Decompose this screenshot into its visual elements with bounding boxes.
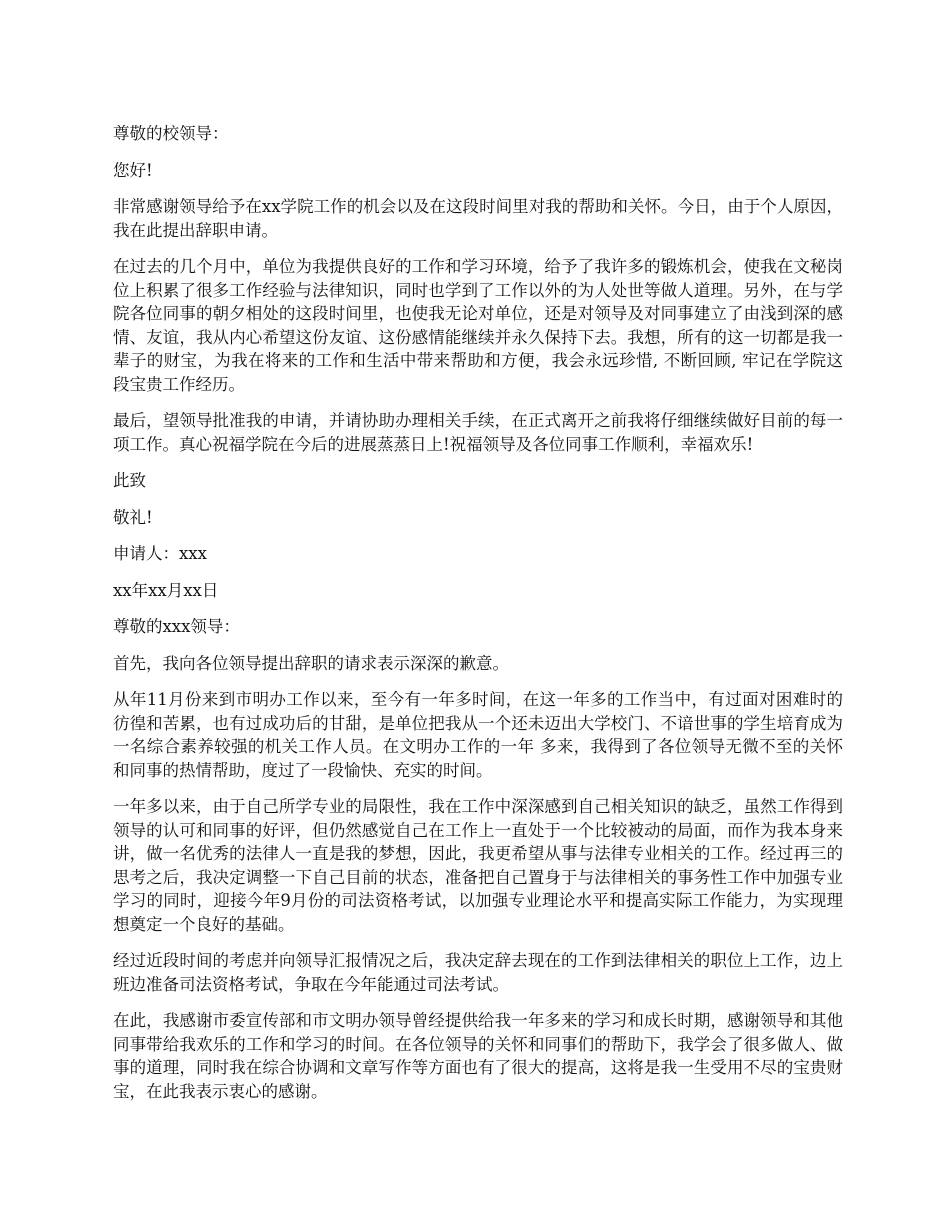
letter1-closing: 此致 xyxy=(113,471,146,490)
letter1-greeting: 您好! xyxy=(113,160,153,180)
letter2-paragraph: 经过近段时间的考虑并向领导汇报情况之后，我决定辞去现在的工作到法律相关的职位上工作，边上班边准备司法资格考试，争取在今年能通过司法考试。 xyxy=(113,951,843,994)
letter2-salutation: 尊敬的xxx领导： xyxy=(113,617,240,636)
letter2-paragraph: 从年11月份来到市明办工作以来，至今有一年多时间，在这一年多的工作当中，有过面对困难时的彷徨和苦累，也有过成功后的甘甜，是单位把我从一个还未迈出大学校门、不谙世事的学生培育成为一名综合素养较强的机关工作人员。在文明办工作的一年 多来，我得到了各位领导无微不至的关怀和同事的热情帮助，度过了一段愉快、充实的时间。 xyxy=(113,690,843,780)
letter1-salutation: 尊敬的校领导： xyxy=(113,124,229,143)
letter1-paragraph: 最后，望领导批准我的申请，并请协助办理相关手续，在正式离开之前我将仔细继续做好目前的每一项工作。真心祝福学院在今后的进展蒸蒸日上!祝福领导及各位同事工作顺利，幸福欢乐! xyxy=(113,411,843,454)
letter1-applicant: 申请人：xxx xyxy=(113,544,207,563)
letter1-paragraph: 在过去的几个月中，单位为我提供良好的工作和学习环境，给予了我许多的锻炼机会，使我在文秘岗位上积累了很多工作经验与法律知识，同时也学到了工作以外的为人处世等做人道理。另外，在与学院各位同事的朝夕相处的这段时间里，也使我无论对单位，还是对领导及对同事建立了由浅到深的感情、友谊，我从内心希望这份友谊、这份感情能继续并永久保持下去。我想，所有的这一切都是我一辈子的财宝，为我在将来的工作和生活中带来帮助和方便，我会永远珍惜, 不断回顾, 牢记在学院这段宝贵工作经历。 xyxy=(113,257,843,394)
document-body xyxy=(113,122,843,1116)
letter2-paragraph: 在此，我感谢市委宣传部和市文明办领导曾经提供给我一年多来的学习和成长时期，感谢领导和其他同事带给我欢乐的工作和学习的时间。在各位领导的关怀和同事们的帮助下，我学会了很多做人、做事的道理，同时我在综合协调和文章写作等方面也有了很大的提高，这将是我一生受用不尽的宝贵财宝，在此我表示衷心的感谢。 xyxy=(113,1011,843,1101)
letter1-date: xx年xx月xx日 xyxy=(113,580,219,600)
letter1-regards: 敬礼! xyxy=(113,507,153,527)
letter2-paragraph: 一年多以来，由于自己所学专业的局限性，我在工作中深深感到自己相关知识的缺乏，虽然工作得到领导的认可和同事的好评，但仍然感觉自己在工作上一直处于一个比较被动的局面，而作为我本身来讲，做一名优秀的法律人一直是我的梦想，因此，我更希望从事与法律专业相关的工作。经过再三的思考之后，我决定调整一下自己目前的状态，准备把自己置身于与法律相关的事务性工作中加强专业学习的同时，迎接今年9月份的司法资格考试，以加强专业理论水平和提高实际工作能力，为实现理想奠定一个良好的基础。 xyxy=(113,797,843,934)
letter2-paragraph: 首先，我向各位领导提出辞职的请求表示深深的歉意。 xyxy=(113,653,509,673)
letter1-paragraph: 非常感谢领导给予在xx学院工作的机会以及在这段时间里对我的帮助和关怀。今日，由于个人原因，我在此提出辞职申请。 xyxy=(113,197,843,240)
